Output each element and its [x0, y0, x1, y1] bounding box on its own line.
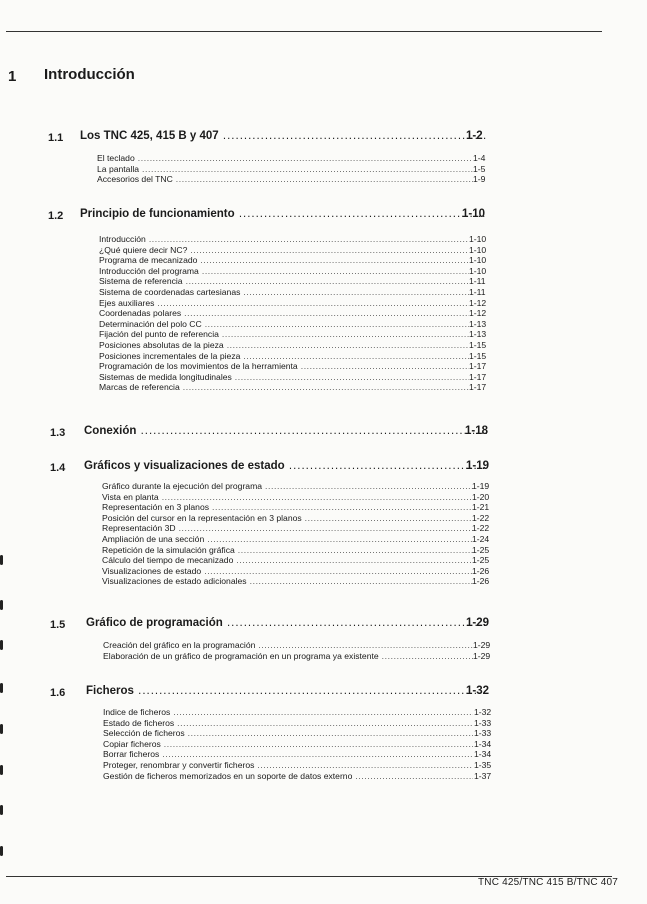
toc-entry: Posiciones incrementales de la pieza ..... 1-15: [0, 351, 647, 362]
toc-section-1-5: [0, 616, 647, 634]
toc-section-1-3: [0, 424, 647, 442]
section-number: 1.4: [50, 462, 66, 474]
chapter-title: Introducción: [44, 66, 135, 83]
toc-entry: Ampliación de una sección ..... 1-24: [0, 534, 647, 545]
section-title: Gráficos y visualizaciones de estado .....: [84, 460, 487, 472]
binding-mark: [0, 846, 3, 856]
section-title: Ficheros .....: [86, 685, 487, 697]
section-page: 1-32: [466, 685, 490, 697]
toc-entry: ¿Qué quiere decir NC? ..... 1-10: [0, 245, 647, 256]
toc-entry: Visualizaciones de estado adicionales ..... 1-26: [0, 576, 647, 587]
toc-entry: El teclado ..... 1-4: [0, 153, 647, 164]
toc-entry: Introducción del programa ..... 1-10: [0, 266, 647, 277]
toc-section-1-1: [0, 129, 647, 147]
binding-mark: [0, 600, 3, 610]
toc-entry: Ejes auxiliares ..... 1-12: [0, 298, 647, 309]
toc-section-1-6: [0, 684, 647, 702]
toc-entries-1-4: [0, 481, 647, 587]
toc-entry: Accesorios del TNC ..... 1-9: [0, 174, 647, 185]
binding-mark: [0, 555, 3, 565]
toc-entry: Fijación del punto de referencia ..... 1-13: [0, 329, 647, 340]
section-number: 1.6: [50, 687, 66, 699]
toc-entry: Determinación del polo CC ..... 1-13: [0, 319, 647, 330]
toc-entry: Cálculo del tiempo de mecanizado ..... 1-25: [0, 555, 647, 566]
section-title: Los TNC 425, 415 B y 407 .....: [80, 130, 487, 142]
toc-entry: Sistema de referencia ..... 1-11: [0, 276, 647, 287]
toc-entry: Posición del cursor en la representación en 3 planos ..... 1-22: [0, 513, 647, 524]
toc-entry: Sistema de coordenadas cartesianas ..... 1-11: [0, 287, 647, 298]
toc-entry: Proteger, renombrar y convertir ficheros ..... 1-35: [0, 760, 647, 771]
toc-entry: Sistemas de medida longitudinales ..... 1-17: [0, 372, 647, 383]
toc-entries-1-1: [0, 153, 647, 185]
section-number: 1.1: [48, 132, 64, 144]
section-page: 1-2: [466, 130, 483, 142]
top-rule: [6, 31, 602, 32]
chapter-heading: [0, 66, 647, 88]
toc-entry: Vista en planta ..... 1-20: [0, 492, 647, 503]
section-page: 1-29: [466, 617, 490, 629]
toc-section-1-2: [0, 207, 647, 225]
toc-entries-1-2: [0, 234, 647, 393]
toc-entry: Selección de ficheros ..... 1-33: [0, 728, 647, 739]
binding-mark: [0, 765, 3, 775]
toc-entry: Visualizaciones de estado ..... 1-26: [0, 566, 647, 577]
footer-product-name: TNC 425/TNC 415 B/TNC 407: [478, 877, 619, 888]
toc-entry: Indice de ficheros ..... 1-32: [0, 707, 647, 718]
toc-entry: Gestión de ficheros memorizados en un soporte de datos externo ..... 1-37: [0, 771, 647, 782]
binding-mark: [0, 640, 3, 650]
toc-entry: Programa de mecanizado ..... 1-10: [0, 255, 647, 266]
toc-entry: Introducción ..... 1-10: [0, 234, 647, 245]
section-number: 1.2: [48, 210, 64, 222]
toc-entry: Creación del gráfico en la programación ..... 1-29: [0, 640, 647, 651]
toc-entry: La pantalla ..... 1-5: [0, 164, 647, 175]
toc-entry: Repetición de la simulación gráfica ..... 1-25: [0, 545, 647, 556]
section-page: 1-18: [465, 425, 489, 437]
section-number: 1.3: [50, 427, 66, 439]
binding-mark: [0, 683, 3, 693]
toc-entry: Representación 3D ..... 1-22: [0, 523, 647, 534]
binding-mark: [0, 805, 3, 815]
section-title: Conexión .....: [84, 425, 487, 437]
toc-entry: Marcas de referencia ..... 1-17: [0, 382, 647, 393]
toc-entry: Programación de los movimientos de la herramienta ..... 1-17: [0, 361, 647, 372]
section-page: 1-10: [462, 208, 486, 220]
toc-entry: Borrar ficheros ..... 1-34: [0, 749, 647, 760]
toc-entry: Representación en 3 planos ..... 1-21: [0, 502, 647, 513]
toc-entry: Elaboración de un gráfico de programación en un programa ya existente ..... 1-29: [0, 651, 647, 662]
section-title: Gráfico de programación .....: [86, 617, 487, 629]
section-number: 1.5: [50, 619, 66, 631]
binding-mark: [0, 724, 3, 734]
chapter-number: 1: [8, 68, 17, 85]
toc-entry: Gráfico durante la ejecución del programa ..... 1-19: [0, 481, 647, 492]
section-page: 1-19: [466, 460, 490, 472]
section-title: Principio de funcionamiento .....: [80, 208, 487, 220]
toc-entry: Coordenadas polares ..... 1-12: [0, 308, 647, 319]
toc-section-1-4: [0, 459, 647, 477]
toc-entry: Estado de ficheros ..... 1-33: [0, 718, 647, 729]
toc-entry: Copiar ficheros ..... 1-34: [0, 739, 647, 750]
toc-entries-1-6: [0, 707, 647, 781]
toc-entry: Posiciones absolutas de la pieza ..... 1-15: [0, 340, 647, 351]
toc-entries-1-5: [0, 640, 647, 661]
